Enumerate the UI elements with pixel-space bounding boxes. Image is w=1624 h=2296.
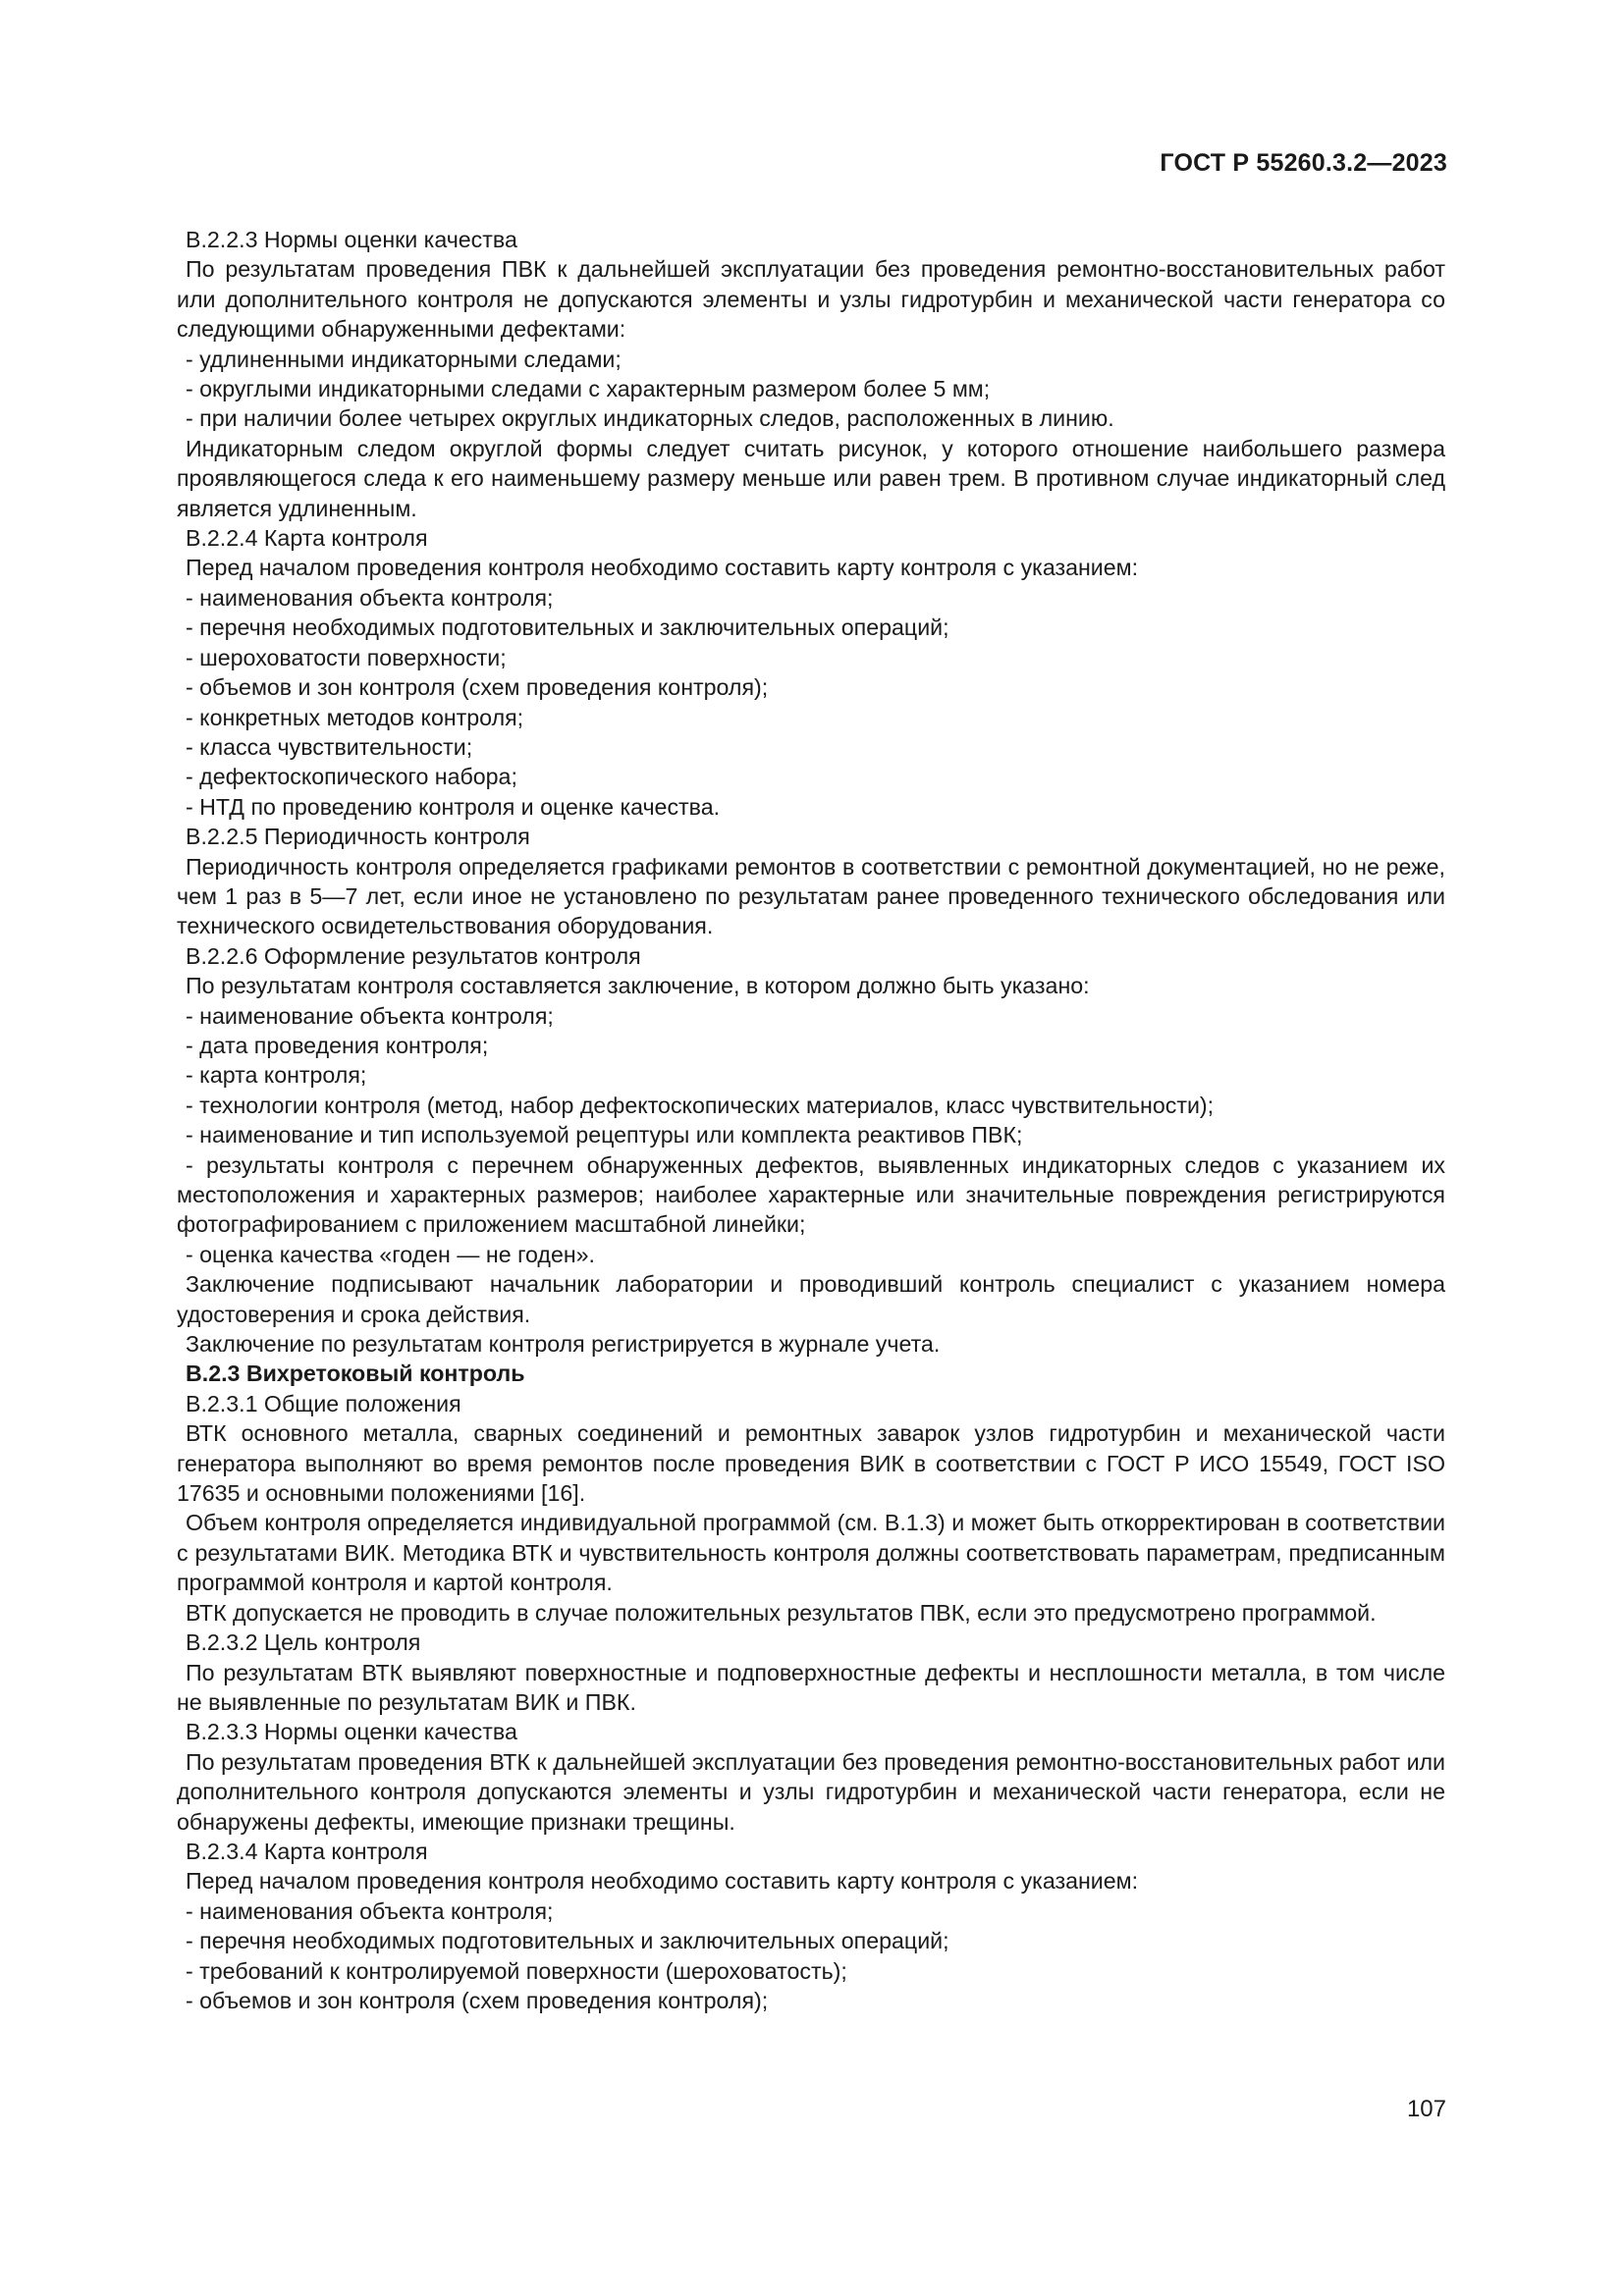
list-item: - НТД по проведению контроля и оценке качества.: [186, 793, 721, 820]
document-code-header: ГОСТ Р 55260.3.2—2023: [1160, 149, 1447, 177]
paragraph: Перед началом проведения контроля необходимо составить карту контроля с указанием:: [186, 555, 1139, 581]
list-item: - результаты контроля с перечнем обнаруженных дефектов, выявленных индикаторных следов с указанием их местоположения и характерных размеров; наиболее характерные или значительные повреждения регистрируются фотографированием с приложением масштабной линейки;: [177, 1151, 1445, 1238]
list-item: - наименования объекта контроля;: [186, 584, 554, 611]
list-item: - класса чувствительности;: [186, 733, 473, 760]
subsection-heading: В.2.2.5 Периодичность контроля: [186, 824, 530, 850]
list-item: - дефектоскопического набора;: [186, 764, 517, 790]
paragraph: Объем контроля определяется индивидуальной программой (см. В.1.3) и может быть откорректирован в соответствии с результатами ВИК. Методика ВТК и чувствительность контроля должны соответствовать параметрам, предписанным программой контроля и картой контроля.: [177, 1510, 1445, 1596]
subsection-heading: В.2.2.3 Нормы оценки качества: [186, 227, 517, 252]
paragraph: Индикаторным следом округлой формы следует считать рисунок, у которого отношение наибольшего размера проявляющегося следа к его наименьшему размеру меньше или равен трем. В противном случае индикаторный след является удлиненным.: [177, 435, 1445, 521]
list-item: - конкретных методов контроля;: [186, 704, 524, 730]
subsection-heading: В.2.3.2 Цель контроля: [186, 1629, 421, 1656]
list-item: - шероховатости поверхности;: [186, 644, 507, 670]
paragraph: По результатам контроля составляется заключение, в котором должно быть указано:: [186, 973, 1090, 999]
subsection-heading: В.2.2.4 Карта контроля: [186, 525, 428, 552]
paragraph: Заключение подписывают начальник лаборатории и проводивший контроль специалист с указанием номера удостоверения и срока действия.: [177, 1271, 1445, 1327]
section-heading: В.2.3 Вихретоковый контроль: [186, 1361, 525, 1387]
list-item: - перечня необходимых подготовительных и заключительных операций;: [186, 1928, 949, 1954]
subsection-heading: В.2.3.4 Карта контроля: [186, 1838, 428, 1864]
paragraph: ВТК основного металла, сварных соединений и ремонтных заварок узлов гидротурбин и механической части генератора выполняют во время ремонтов после проведения ВИК в соответствии с ГОСТ Р ИСО 15549, ГОСТ ISO 17635 и основными положениями [16].: [177, 1420, 1445, 1507]
list-item: - дата проведения контроля;: [186, 1032, 489, 1058]
paragraph: По результатам ВТК выявляют поверхностные и подповерхностные дефекты и несплошности металла, в том числе не выявленные по результатам ВИК и ПВК.: [177, 1659, 1445, 1715]
paragraph: По результатам проведения ВТК к дальнейшей эксплуатации без проведения ремонтно-восстановительных работ или дополнительного контроля допускаются элементы и узлы гидротурбин и механической части генератора, если не обнаружены дефекты, имеющие признаки трещины.: [177, 1748, 1445, 1835]
paragraph: Периодичность контроля определяется графиками ремонтов в соответствии с ремонтной документацией, но не реже, чем 1 раз в 5—7 лет, если иное не установлено по результатам ранее проведенного технического обследования или технического освидетельствования оборудования.: [177, 853, 1445, 939]
paragraph: Перед началом проведения контроля необходимо составить карту контроля с указанием:: [186, 1868, 1139, 1895]
paragraph: Заключение по результатам контроля регистрируется в журнале учета.: [186, 1331, 941, 1358]
paragraph: По результатам проведения ПВК к дальнейшей эксплуатации без проведения ремонтно-восстановительных работ или дополнительного контроля не допускаются элементы и узлы гидротурбин и механической части генератора со следующими обнаруженными дефектами:: [177, 256, 1445, 343]
subsection-heading: В.2.3.1 Общие положения: [186, 1390, 461, 1416]
list-item: - при наличии более четырех округлых индикаторных следов, расположенных в линию.: [186, 405, 1114, 432]
body-text: [177, 225, 1445, 2015]
list-item: - объемов и зон контроля (схем проведения контроля);: [186, 674, 769, 701]
list-item: - перечня необходимых подготовительных и заключительных операций;: [186, 614, 949, 641]
subsection-heading: В.2.3.3 Нормы оценки качества: [186, 1719, 517, 1745]
list-item: - требований к контролируемой поверхности (шероховатость);: [186, 1957, 847, 1984]
subsection-heading: В.2.2.6 Оформление результатов контроля: [186, 942, 641, 969]
list-item: - наименование и тип используемой рецептуры или комплекта реактивов ПВК;: [186, 1122, 1023, 1148]
list-item: - удлиненными индикаторными следами;: [186, 346, 622, 372]
list-item: - округлыми индикаторными следами с характерным размером более 5 мм;: [186, 376, 991, 402]
list-item: - наименования объекта контроля;: [186, 1897, 554, 1924]
list-item: - оценка качества «годен — не годен».: [186, 1241, 595, 1267]
page-number: 107: [1406, 2096, 1446, 2122]
paragraph: ВТК допускается не проводить в случае положительных результатов ПВК, если это предусмотрено программой.: [186, 1599, 1377, 1626]
list-item: - карта контроля;: [186, 1062, 367, 1089]
list-item: - технологии контроля (метод, набор дефектоскопических материалов, класс чувствительности);: [186, 1092, 1215, 1118]
list-item: - наименование объекта контроля;: [186, 1002, 554, 1029]
list-item: - объемов и зон контроля (схем проведения контроля);: [186, 1987, 769, 2013]
